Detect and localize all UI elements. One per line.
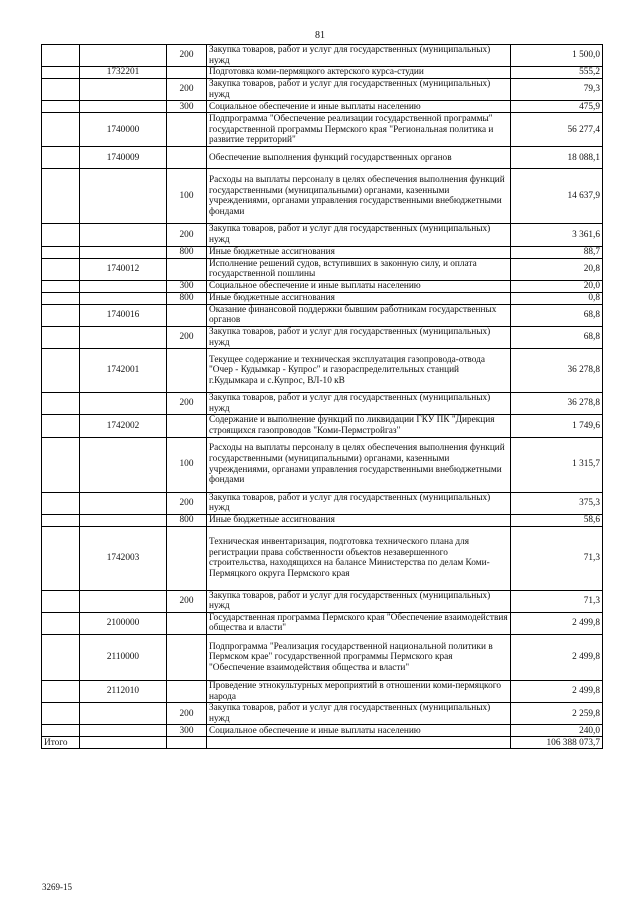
table-row <box>42 67 603 79</box>
expense-type-cell <box>167 415 207 437</box>
amount-cell: 36 278,8 <box>511 349 603 393</box>
expense-type-cell: 300 <box>167 280 207 292</box>
amount-cell: 240,0 <box>511 725 603 737</box>
code-cell: 1740012 <box>80 258 167 280</box>
description-cell: Закупка товаров, работ и услуг для государственных (муниципальных) нужд <box>207 492 511 514</box>
amount-cell: 71,3 <box>511 590 603 612</box>
section-cell <box>42 101 80 113</box>
description-cell: Оказание финансовой поддержки бывшим работникам государственных органов <box>207 304 511 326</box>
section-cell <box>42 703 80 725</box>
table-row <box>42 725 603 737</box>
code-cell <box>80 393 167 415</box>
code-cell <box>80 437 167 492</box>
description-cell: Проведение этнокультурных мероприятий в отношении коми-пермяцкого народа <box>207 681 511 703</box>
description-cell: Социальное обеспечение и иные выплаты населению <box>207 101 511 113</box>
expense-type-cell: 200 <box>167 393 207 415</box>
code-cell: 1740009 <box>80 147 167 169</box>
expense-type-cell <box>167 349 207 393</box>
expense-type-cell: 300 <box>167 101 207 113</box>
table-row <box>42 280 603 292</box>
code-cell <box>80 280 167 292</box>
table-row <box>42 526 603 590</box>
section-cell <box>42 514 80 526</box>
expense-type-cell: 100 <box>167 169 207 224</box>
description-cell: Содержание и выполнение функций по ликвидации ГКУ ПК "Дирекция строящихся газопроводов "Коми-Пермстройгаз" <box>207 415 511 437</box>
section-cell <box>42 437 80 492</box>
table-row <box>42 101 603 113</box>
amount-cell: 2 499,8 <box>511 681 603 703</box>
amount-cell: 1 749,6 <box>511 415 603 437</box>
amount-cell: 56 277,4 <box>511 113 603 147</box>
expense-type-cell: 100 <box>167 437 207 492</box>
expense-type-cell <box>167 612 207 634</box>
description-cell: Закупка товаров, работ и услуг для государственных (муниципальных) нужд <box>207 703 511 725</box>
expense-type-cell: 800 <box>167 246 207 258</box>
amount-cell: 2 259,8 <box>511 703 603 725</box>
description-cell: Закупка товаров, работ и услуг для государственных (муниципальных) нужд <box>207 45 511 67</box>
section-cell <box>42 304 80 326</box>
section-cell <box>42 492 80 514</box>
code-cell <box>80 292 167 304</box>
amount-cell: 68,8 <box>511 326 603 348</box>
expense-type-cell: 200 <box>167 326 207 348</box>
expense-type-cell <box>167 67 207 79</box>
code-cell: 1742001 <box>80 349 167 393</box>
expense-type-cell: 800 <box>167 514 207 526</box>
expense-type-cell: 200 <box>167 492 207 514</box>
table-row <box>42 45 603 67</box>
amount-cell: 88,7 <box>511 246 603 258</box>
amount-cell: 1 315,7 <box>511 437 603 492</box>
table-row <box>42 224 603 246</box>
section-cell <box>42 725 80 737</box>
code-cell: 1740000 <box>80 113 167 147</box>
amount-cell: 3 361,6 <box>511 224 603 246</box>
amount-cell: 36 278,8 <box>511 393 603 415</box>
code-cell <box>80 725 167 737</box>
code-cell <box>80 326 167 348</box>
description-cell: Социальное обеспечение и иные выплаты населению <box>207 280 511 292</box>
amount-cell: 20,0 <box>511 280 603 292</box>
expense-type-cell <box>167 737 207 749</box>
code-cell <box>80 169 167 224</box>
amount-cell: 14 637,9 <box>511 169 603 224</box>
description-cell: Закупка товаров, работ и услуг для государственных (муниципальных) нужд <box>207 393 511 415</box>
budget-table-body <box>42 45 603 749</box>
section-cell <box>42 67 80 79</box>
expense-type-cell: 200 <box>167 590 207 612</box>
amount-cell: 106 388 073,7 <box>511 737 603 749</box>
amount-cell: 71,3 <box>511 526 603 590</box>
amount-cell: 475,9 <box>511 101 603 113</box>
description-cell: Иные бюджетные ассигнования <box>207 292 511 304</box>
code-cell <box>80 737 167 749</box>
section-cell <box>42 415 80 437</box>
section-cell <box>42 169 80 224</box>
expense-type-cell <box>167 113 207 147</box>
description-cell: Расходы на выплаты персоналу в целях обеспечения выполнения функций государственными (муниципальными) органами, казенными учреждениями, органами управления государственными внебюджетными фондами <box>207 169 511 224</box>
description-cell: Закупка товаров, работ и услуг для государственных (муниципальных) нужд <box>207 79 511 101</box>
description-cell: Исполнение решений судов, вступивших в законную силу, и оплата государственной пошлины <box>207 258 511 280</box>
expense-type-cell: 300 <box>167 725 207 737</box>
expense-type-cell <box>167 681 207 703</box>
amount-cell: 68,8 <box>511 304 603 326</box>
expense-type-cell: 200 <box>167 703 207 725</box>
code-cell <box>80 590 167 612</box>
description-cell: Подпрограмма "Реализация государственной национальной политики в Пермском крае" государственной программы Пермского края "Обеспечение взаимодействия общества и власти" <box>207 635 511 681</box>
table-row <box>42 703 603 725</box>
section-cell <box>42 147 80 169</box>
code-cell: 1742002 <box>80 415 167 437</box>
budget-table <box>41 44 603 749</box>
section-cell <box>42 590 80 612</box>
amount-cell: 18 088,1 <box>511 147 603 169</box>
section-cell <box>42 635 80 681</box>
code-cell <box>80 224 167 246</box>
description-cell: Иные бюджетные ассигнования <box>207 246 511 258</box>
section-cell <box>42 393 80 415</box>
table-row <box>42 304 603 326</box>
description-cell: Социальное обеспечение и иные выплаты населению <box>207 725 511 737</box>
expense-type-cell: 200 <box>167 45 207 67</box>
section-cell <box>42 224 80 246</box>
table-row <box>42 79 603 101</box>
table-row <box>42 681 603 703</box>
section-cell <box>42 612 80 634</box>
description-cell: Обеспечение выполнения функций государственных органов <box>207 147 511 169</box>
document-code: 3269-15 <box>42 882 72 892</box>
amount-cell: 79,3 <box>511 79 603 101</box>
section-cell <box>42 526 80 590</box>
table-row <box>42 415 603 437</box>
code-cell: 2110000 <box>80 635 167 681</box>
table-row <box>42 292 603 304</box>
description-cell: Иные бюджетные ассигнования <box>207 514 511 526</box>
table-row <box>42 246 603 258</box>
expense-type-cell <box>167 526 207 590</box>
section-cell <box>42 113 80 147</box>
table-row <box>42 326 603 348</box>
description-cell: Государственная программа Пермского края "Обеспечение взаимодействия общества и власти" <box>207 612 511 634</box>
amount-cell: 2 499,8 <box>511 635 603 681</box>
description-cell: Подготовка коми-пермяцкого актерского курса-студии <box>207 67 511 79</box>
section-cell <box>42 326 80 348</box>
amount-cell: 20,8 <box>511 258 603 280</box>
expense-type-cell <box>167 635 207 681</box>
expense-type-cell <box>167 147 207 169</box>
code-cell <box>80 246 167 258</box>
section-cell <box>42 349 80 393</box>
table-row <box>42 169 603 224</box>
code-cell <box>80 703 167 725</box>
description-cell: Закупка товаров, работ и услуг для государственных (муниципальных) нужд <box>207 326 511 348</box>
description-cell: Техническая инвентаризация, подготовка технического плана для регистрации права собственности объектов незавершенного строительства, находящихся на балансе Министерства по делам Коми-Пермяцкого округа Пермского края <box>207 526 511 590</box>
code-cell: 1742003 <box>80 526 167 590</box>
code-cell: 1740016 <box>80 304 167 326</box>
code-cell: 2112010 <box>80 681 167 703</box>
expense-type-cell <box>167 304 207 326</box>
expense-type-cell: 800 <box>167 292 207 304</box>
section-cell <box>42 280 80 292</box>
table-row <box>42 147 603 169</box>
table-row <box>42 113 603 147</box>
expense-type-cell: 200 <box>167 224 207 246</box>
code-cell <box>80 101 167 113</box>
section-cell <box>42 292 80 304</box>
code-cell: 2100000 <box>80 612 167 634</box>
description-cell: Закупка товаров, работ и услуг для государственных (муниципальных) нужд <box>207 224 511 246</box>
table-row <box>42 349 603 393</box>
expense-type-cell: 200 <box>167 79 207 101</box>
section-cell <box>42 45 80 67</box>
table-row <box>42 635 603 681</box>
code-cell <box>80 514 167 526</box>
description-cell: Подпрограмма "Обеспечение реализации государственной программы" государственной программы Пермского края "Региональная политика и развитие территорий" <box>207 113 511 147</box>
section-cell <box>42 681 80 703</box>
code-cell <box>80 79 167 101</box>
description-cell: Расходы на выплаты персоналу в целях обеспечения выполнения функций государственными (муниципальными) органами, казенными учреждениями, органами управления государственными внебюджетными фондами <box>207 437 511 492</box>
code-cell <box>80 45 167 67</box>
table-row <box>42 437 603 492</box>
table-row <box>42 393 603 415</box>
amount-cell: 375,3 <box>511 492 603 514</box>
table-row <box>42 590 603 612</box>
code-cell: 1732201 <box>80 67 167 79</box>
description-cell <box>207 737 511 749</box>
section-cell: Итого <box>42 737 80 749</box>
section-cell <box>42 246 80 258</box>
table-row <box>42 612 603 634</box>
page-number: 81 <box>315 30 325 41</box>
code-cell <box>80 492 167 514</box>
amount-cell: 1 500,0 <box>511 45 603 67</box>
description-cell: Текущее содержание и техническая эксплуатация газопровода-отвода "Очер - Кудымкар - Купрос" и газораспределительных станций г.Кудымкара и с.Купрос, ВЛ-10 кВ <box>207 349 511 393</box>
total-row <box>42 737 603 749</box>
table-row <box>42 258 603 280</box>
table-row <box>42 492 603 514</box>
amount-cell: 58,6 <box>511 514 603 526</box>
table-row <box>42 514 603 526</box>
expense-type-cell <box>167 258 207 280</box>
amount-cell: 2 499,8 <box>511 612 603 634</box>
section-cell <box>42 258 80 280</box>
amount-cell: 555,2 <box>511 67 603 79</box>
amount-cell: 0,8 <box>511 292 603 304</box>
section-cell <box>42 79 80 101</box>
description-cell: Закупка товаров, работ и услуг для государственных (муниципальных) нужд <box>207 590 511 612</box>
